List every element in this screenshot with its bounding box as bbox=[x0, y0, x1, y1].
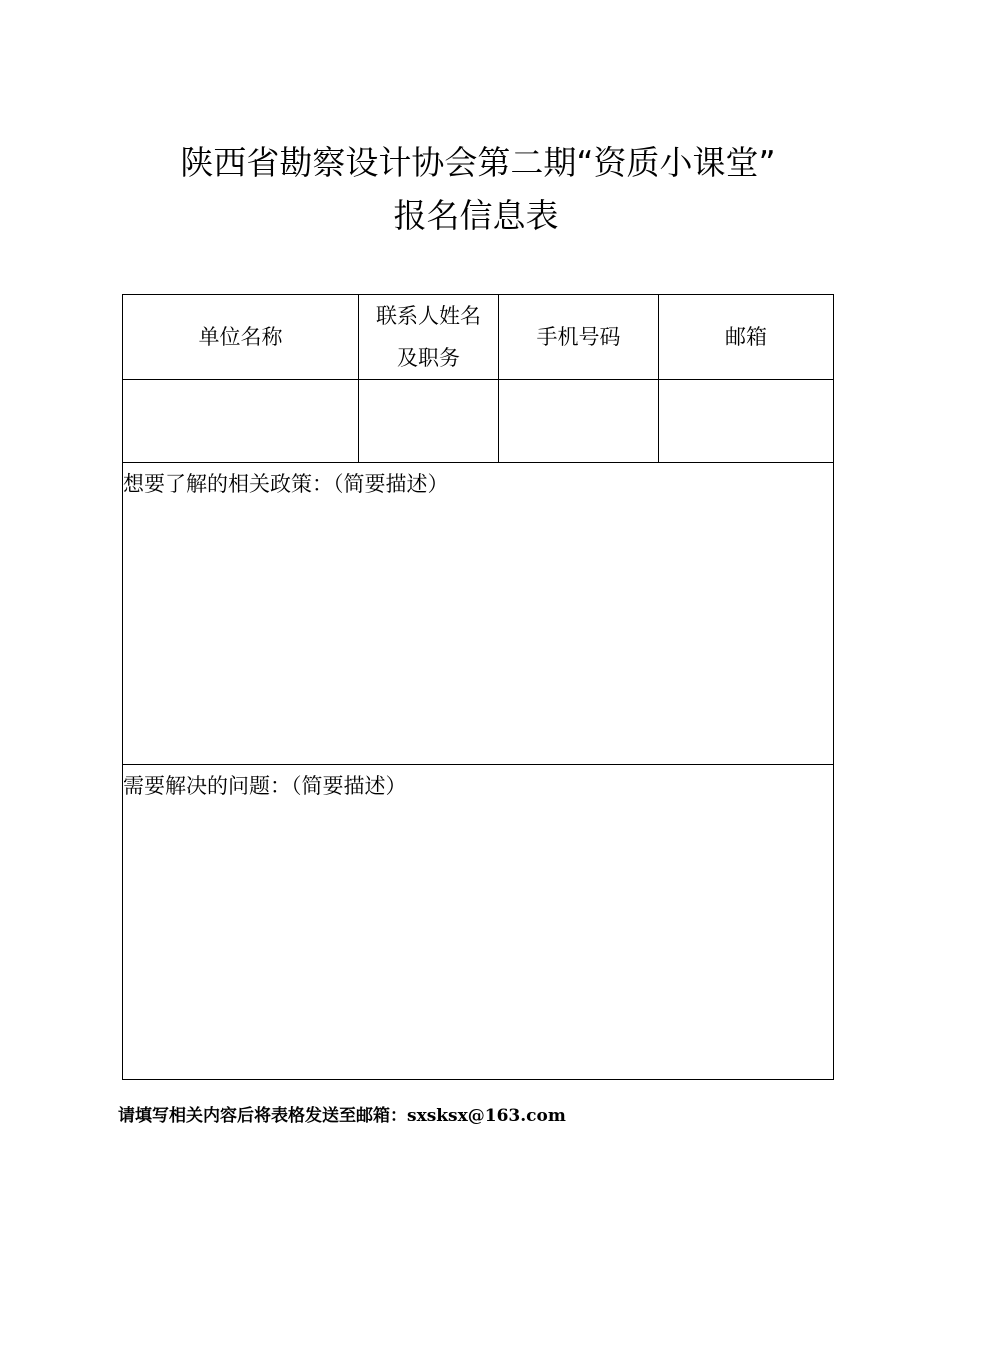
contact-name-field[interactable] bbox=[359, 380, 499, 463]
problem-row bbox=[123, 765, 834, 1080]
email-field[interactable] bbox=[659, 380, 834, 463]
header-contact-name-position bbox=[359, 295, 499, 380]
problem-description-field[interactable] bbox=[123, 765, 834, 1080]
header-unit-name: 单位名称 bbox=[123, 295, 359, 380]
entry-row bbox=[123, 380, 834, 463]
policy-label: 想要了解的相关政策：（简要描述） bbox=[123, 472, 449, 496]
header-email: 邮箱 bbox=[659, 295, 834, 380]
submission-note: 请填写相关内容后将表格发送至邮箱：sxsksx@163.com bbox=[118, 1106, 566, 1126]
header-row bbox=[123, 295, 834, 380]
policy-row bbox=[123, 463, 834, 765]
header-contact-line1: 联系人姓名 bbox=[376, 304, 481, 328]
document-title-line2: 报名信息表 bbox=[393, 196, 559, 235]
unit-name-field[interactable] bbox=[123, 380, 359, 463]
registration-form-table bbox=[122, 294, 834, 1080]
header-phone: 手机号码 bbox=[499, 295, 659, 380]
phone-field[interactable] bbox=[499, 380, 659, 463]
document-title-line1: 陕西省勘察设计协会第二期“资质小课堂” bbox=[180, 143, 776, 182]
problem-label: 需要解决的问题：（简要描述） bbox=[123, 774, 407, 798]
policy-description-field[interactable] bbox=[123, 463, 834, 765]
header-contact-line2: 及职务 bbox=[397, 346, 460, 370]
